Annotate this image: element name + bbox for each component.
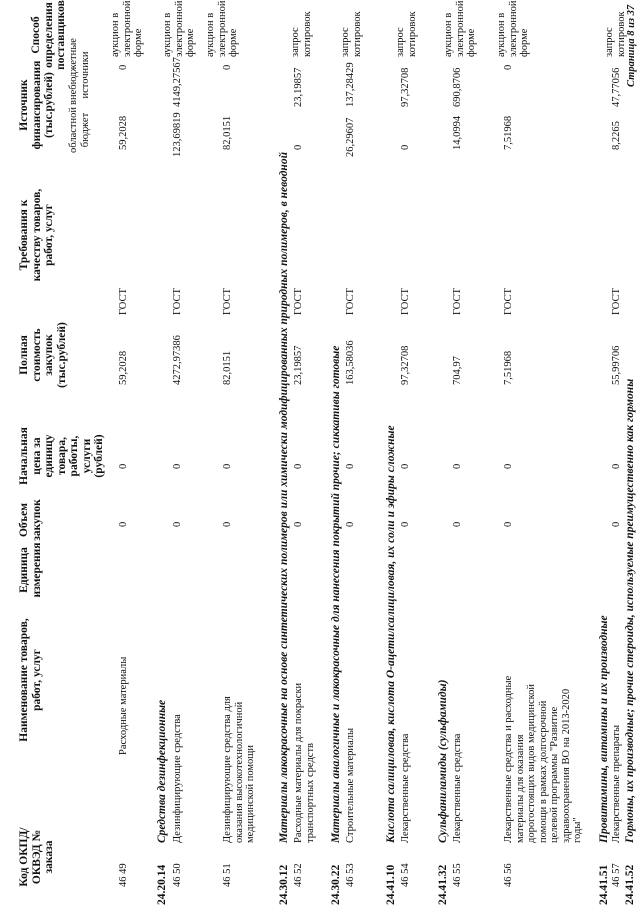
row-method: запрос котировок (395, 11, 418, 57)
row-order: 46 55 (452, 863, 463, 887)
row-gost: ГОСТ (452, 288, 463, 315)
row-price: 0 (345, 463, 356, 469)
header-total: Полная стоимость закупок (тыс.рублей) (18, 322, 68, 388)
row-order: 46 50 (172, 863, 183, 887)
header-method: Способ определения поставщиков (30, 0, 67, 70)
section-title: Сульфаниламиды (сульфамиды) (437, 679, 449, 843)
row-method: аукцион в электронной форме (205, 0, 239, 57)
row-name: Расходные материалы для покраски транспортных средств (293, 682, 316, 843)
row-budget: 14,0994 (452, 115, 463, 150)
row-method: запрос котировок (340, 11, 363, 57)
row-order: 46 56 (503, 863, 514, 887)
row-budget: 8,2265 (611, 121, 622, 150)
row-order: 46 57 (611, 863, 622, 887)
row-volume: 0 (222, 521, 233, 527)
row-total: 704,97 (452, 356, 463, 385)
section-title: Материалы лакокрасочные на основе синтетических полимеров или химически модифицированных природных полимеров, в неводной (278, 152, 290, 843)
row-price: 0 (400, 463, 411, 469)
row-gost: ГОСТ (118, 288, 129, 315)
header-code: Код ОКПД/ ОКВЭД № заказа (18, 827, 55, 887)
row-volume: 0 (118, 521, 129, 527)
row-budget: 59,2028 (118, 115, 129, 150)
row-total: 97,32708 (400, 345, 411, 385)
row-name: Расходные материалы (118, 656, 129, 755)
row-budget: 123,69819 (172, 112, 183, 157)
row-total: 4272,97386 (172, 335, 183, 385)
row-extra: 97,32708 (400, 67, 411, 107)
row-volume: 0 (400, 521, 411, 527)
header-volume: Объем закупок (18, 499, 43, 541)
section-title: Гормоны, их производные; прочие стероиды, используемые преимущественно как гормоны (624, 378, 636, 843)
row-method: аукцион в электронной форме (443, 0, 477, 57)
header-source: Источник финансирования (тыс.рублей) (18, 60, 55, 150)
row-extra: 137,28429 (345, 62, 356, 107)
row-extra: 0 (118, 64, 129, 70)
row-order: 46 52 (293, 863, 304, 887)
section-title: Материалы аналогичные и лакокрасочные для нанесения покрытий прочие; сиккативы готовые (330, 345, 342, 843)
row-name: Строительные материалы (345, 727, 356, 843)
section-title: Кислота салициловая, кислота О-ацетилсалициловая, их соли и эфиры сложные (385, 425, 397, 843)
row-budget: 7,51968 (503, 115, 514, 150)
section-title: Провитамины, витамины и их производные (598, 615, 610, 843)
row-extra: 0 (503, 64, 514, 70)
row-name: Лекарственные препараты (611, 724, 622, 843)
row-price: 0 (222, 463, 233, 469)
row-volume: 0 (611, 521, 622, 527)
row-order: 46 53 (345, 863, 356, 887)
row-name: Лекарственные средства (452, 733, 463, 843)
row-extra: 4149,27567 (172, 57, 183, 107)
row-price: 0 (452, 463, 463, 469)
row-method: аукцион в электронной форме (496, 0, 530, 57)
row-extra: 23,19857 (293, 67, 304, 107)
row-price: 0 (293, 463, 304, 469)
row-name: Дезинфицирующие средства (172, 714, 183, 843)
row-volume: 0 (293, 521, 304, 527)
header-unit: Единица измерения (18, 542, 43, 598)
row-total: 163,58036 (345, 340, 356, 385)
page-number: Страница 8 из 37 (626, 4, 637, 87)
section-code: 24.41.51 (598, 864, 610, 905)
row-volume: 0 (345, 521, 356, 527)
row-order: 46 54 (400, 863, 411, 887)
row-gost: ГОСТ (611, 288, 622, 315)
row-name: Лекарственные средства (400, 733, 411, 843)
row-total: 7,51968 (503, 350, 514, 385)
header-source-budget: областной бюджет (68, 107, 91, 153)
row-method: запрос котировок (604, 11, 627, 57)
row-order: 46 51 (222, 863, 233, 887)
row-budget: 0 (400, 144, 411, 150)
row-total: 55,99706 (611, 345, 622, 385)
row-total: 23,19857 (293, 345, 304, 385)
row-volume: 0 (452, 521, 463, 527)
header-name: Наименование товаров, работ, услуг (18, 618, 43, 742)
row-order: 46 49 (118, 863, 129, 887)
row-gost: ГОСТ (172, 288, 183, 315)
row-price: 0 (503, 463, 514, 469)
header-source-extra: внебюджетные источники (68, 38, 91, 105)
header-price: Начальная цена за единицу товара, работы, услуги (рублей) (18, 427, 105, 485)
row-name: Лекарственные средства и расходные материалы для оказания дорогостоящих видов медицинской помощи в рамках долгосрочной целевой программы "Развитие здравоохранения ВО на 2013-2020 годы" (503, 675, 583, 843)
row-gost: ГОСТ (345, 288, 356, 315)
row-gost: ГОСТ (222, 288, 233, 315)
row-extra: 47,77056 (611, 67, 622, 107)
section-code: 24.30.22 (330, 864, 342, 905)
row-method: аукцион в электронной форме (162, 0, 196, 57)
row-price: 0 (118, 463, 129, 469)
row-method: аукцион в электронной форме (110, 0, 144, 57)
row-method: запрос котировок (290, 11, 313, 57)
section-code: 24.41.10 (385, 864, 397, 905)
row-budget: 26,29607 (345, 117, 356, 157)
row-extra: 0 (222, 64, 233, 70)
row-gost: ГОСТ (503, 288, 514, 315)
row-extra: 690,8706 (452, 67, 463, 107)
section-title: Средства дезинфекционные (156, 699, 168, 843)
row-budget: 82,0151 (222, 115, 233, 150)
row-gost: ГОСТ (400, 288, 411, 315)
section-code: 24.30.12 (278, 864, 290, 905)
row-budget: 0 (293, 144, 304, 150)
row-name: Дезинфицирующие средства для оказания высокотехнологичной медицинской помощи (222, 696, 256, 843)
header-requirements: Требования к качеству товаров, работ, услуг (18, 188, 55, 282)
section-code: 24.41.52 (624, 864, 636, 905)
row-price: 0 (611, 463, 622, 469)
row-total: 59,2028 (118, 350, 129, 385)
row-price: 0 (172, 463, 183, 469)
row-total: 82,0151 (222, 350, 233, 385)
section-code: 24.41.32 (437, 864, 449, 905)
section-code: 24.20.14 (156, 864, 168, 905)
row-volume: 0 (172, 521, 183, 527)
row-volume: 0 (503, 521, 514, 527)
row-gost: ГОСТ (293, 288, 304, 315)
